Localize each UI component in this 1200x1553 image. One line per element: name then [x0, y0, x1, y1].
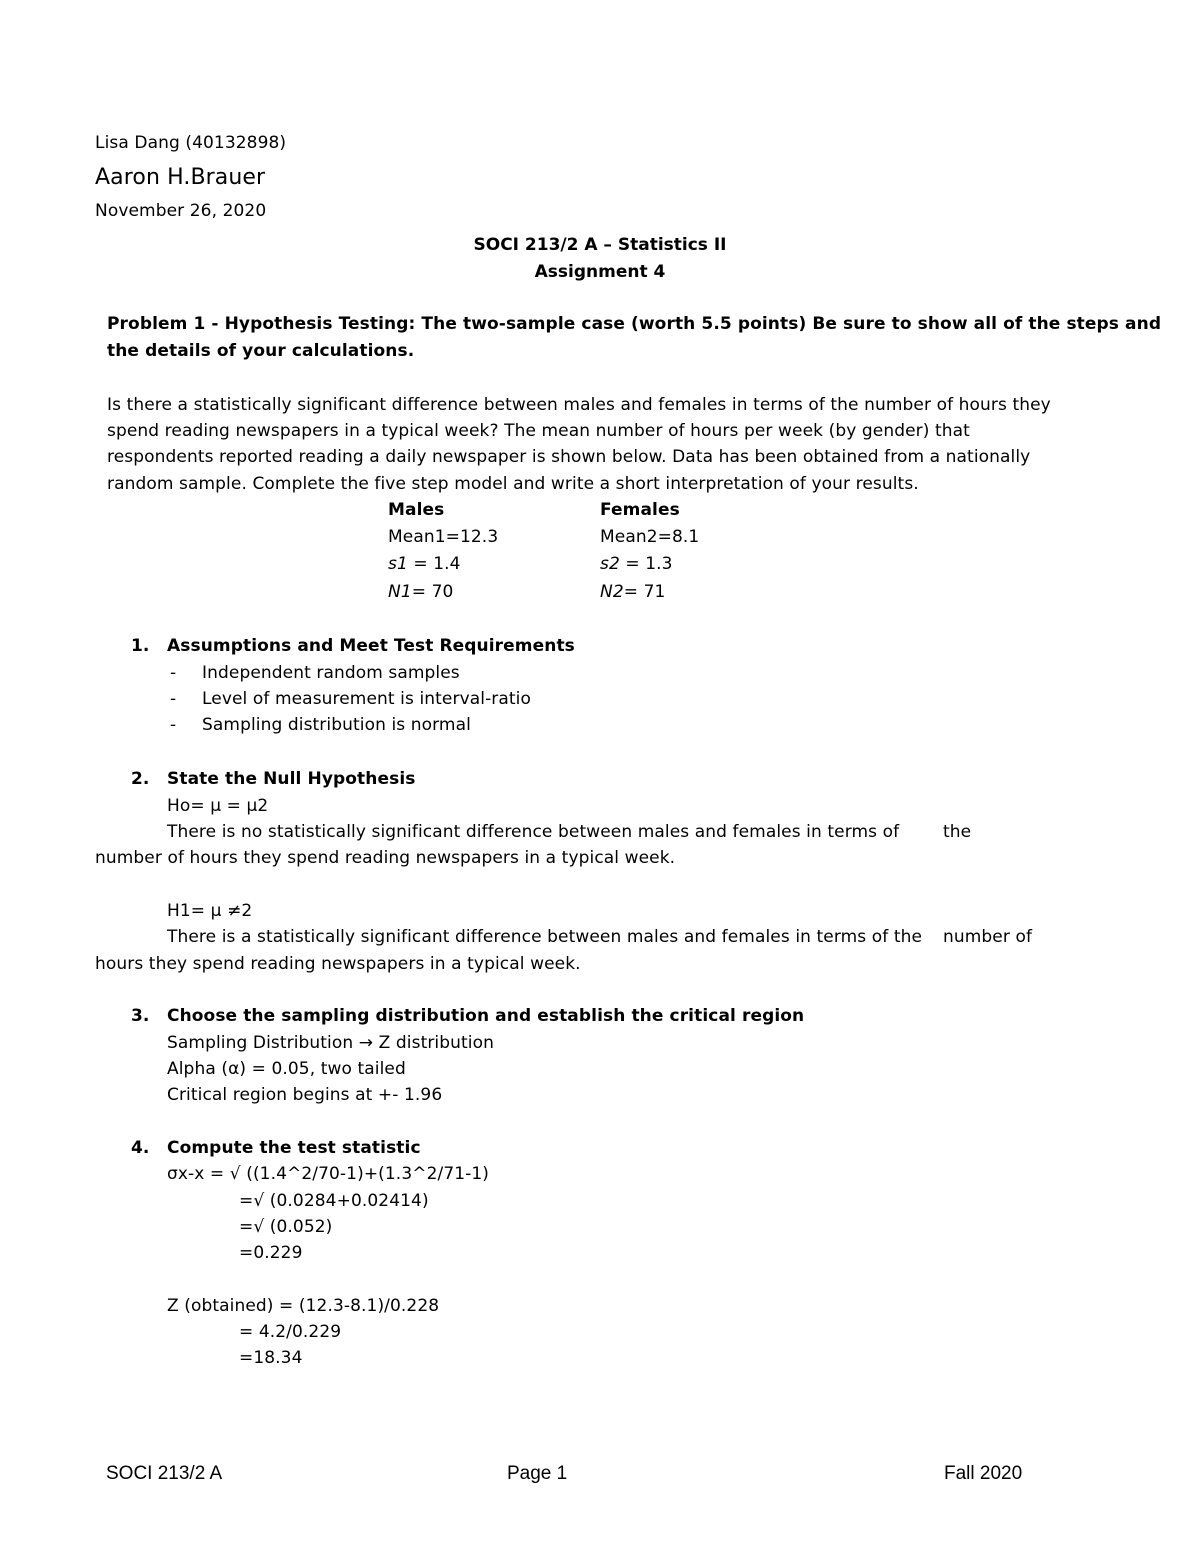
step3-title: Choose the sampling distribution and establish the critical region [167, 1006, 805, 1026]
sampling-distribution-value: Z distribution [378, 1033, 494, 1053]
alt-hypothesis-text: There is a statistically significant difference between males and females in terms of the [167, 927, 923, 947]
males-mean: Mean1=12.3 [388, 527, 499, 547]
females-mean: Mean2=8.1 [600, 527, 700, 547]
question-line: random sample. Complete the five step model and write a short interpretation of your results. [107, 474, 919, 494]
footer-course: SOCI 213/2 A [106, 1463, 223, 1484]
z-equation-step: =18.34 [239, 1348, 303, 1368]
step1-bullet: - [170, 689, 177, 709]
step2-number: 2. [131, 769, 150, 789]
sampling-distribution-label: Sampling Distribution [167, 1033, 354, 1053]
assignment-title: Assignment 4 [534, 262, 666, 282]
sampling-distribution [167, 1035, 494, 1052]
z-equation-step: = 4.2/0.229 [239, 1322, 342, 1342]
females-sd-value: = 1.3 [619, 554, 673, 574]
question-line: respondents reported reading a daily newspaper is shown below. Data has been obtained from a nationally [107, 447, 1031, 467]
males-sd-value: = 1.4 [407, 554, 461, 574]
student-name: Lisa Dang (40132898) [95, 133, 287, 153]
critical-region: Critical region begins at +- 1.96 [167, 1085, 443, 1105]
problem-heading-line1: Problem 1 - Hypothesis Testing: The two-sample case (worth 5.5 points) Be sure to show all of the steps and [107, 314, 1162, 334]
step1-bullet: - [170, 715, 177, 735]
sigma-equation-step: =0.229 [239, 1243, 303, 1263]
sigma-equation-step: =√ (0.0284+0.02414) [239, 1191, 429, 1211]
males-sd [388, 556, 461, 573]
females-n [600, 584, 665, 601]
step1-bullet: - [170, 663, 177, 683]
females-n-symbol: N2 [600, 582, 624, 602]
sigma-equation-step: =√ (0.052) [239, 1217, 333, 1237]
sigma-equation: σx-x = √ ((1.4^2/70-1)+(1.3^2/71-1) [167, 1164, 490, 1184]
null-hypothesis-text: There is no statistically significant difference between males and females in terms of [167, 822, 900, 842]
null-hypothesis: Ho= μ = μ2 [167, 796, 269, 816]
author-name: Aaron H.Brauer [95, 165, 266, 190]
null-hypothesis-text-cont: number of hours they spend reading newspapers in a typical week. [95, 848, 676, 868]
males-n [388, 584, 453, 601]
step3-number: 3. [131, 1006, 150, 1026]
females-sd [600, 556, 673, 573]
alt-hypothesis: H1= μ ≠2 [167, 901, 253, 921]
males-header: Males [388, 500, 445, 520]
z-equation: Z (obtained) = (12.3-8.1)/0.228 [167, 1296, 440, 1316]
step1-number: 1. [131, 636, 150, 656]
problem-heading-line2: the details of your calculations. [107, 341, 415, 361]
females-n-value: = 71 [623, 582, 666, 602]
step1-item: Independent random samples [202, 663, 460, 683]
males-n-symbol: N1 [388, 582, 412, 602]
step1-title: Assumptions and Meet Test Requirements [167, 636, 575, 656]
step1-item: Level of measurement is interval-ratio [202, 689, 531, 709]
step2-title: State the Null Hypothesis [167, 769, 416, 789]
males-sd-symbol: s1 [388, 554, 408, 574]
right-arrow-icon: → [358, 1033, 374, 1053]
females-header: Females [600, 500, 680, 520]
document-date: November 26, 2020 [95, 201, 267, 221]
step4-title: Compute the test statistic [167, 1138, 421, 1158]
course-title: SOCI 213/2 A – Statistics II [473, 235, 727, 255]
null-hypothesis-text-tail: the [943, 822, 972, 842]
footer-page-number: Page 1 [507, 1463, 568, 1484]
question-line: spend reading newspapers in a typical week? The mean number of hours per week (by gender) that [107, 421, 970, 441]
question-line: Is there a statistically significant difference between males and females in terms of the number of hours they [107, 395, 1051, 415]
footer-term: Fall 2020 [944, 1463, 1023, 1484]
step1-item: Sampling distribution is normal [202, 715, 471, 735]
alt-hypothesis-text-tail: number of [943, 927, 1033, 947]
step4-number: 4. [131, 1138, 150, 1158]
alpha-level: Alpha (α) = 0.05, two tailed [167, 1059, 406, 1079]
females-sd-symbol: s2 [600, 554, 620, 574]
alt-hypothesis-text-cont: hours they spend reading newspapers in a typical week. [95, 954, 581, 974]
males-n-value: = 70 [411, 582, 454, 602]
